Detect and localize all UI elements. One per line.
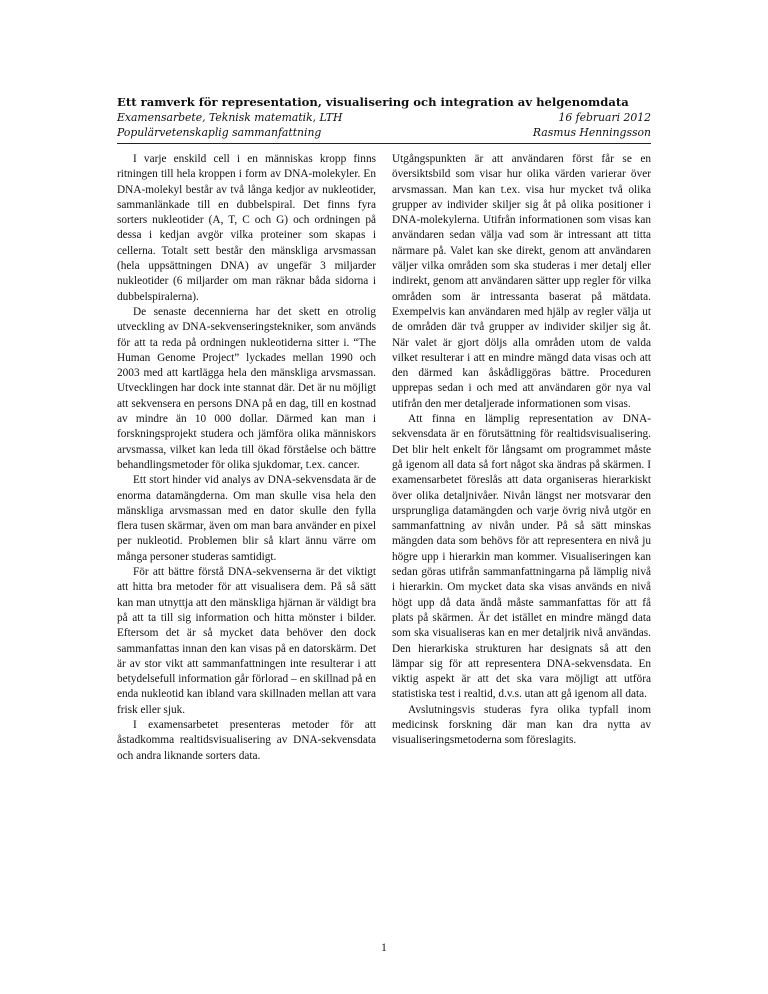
author-name: Rasmus Henningsson: [532, 126, 651, 139]
paragraph: Ett stort hinder vid analys av DNA-sekvensdata är de enorma datamängderna. Om man skulle visa hela den mänskliga arvsmassan med en dator skulle den fylla flera tusen skärmar, även om man bara använder en pixel per nukleotid. Problemen blir så klart ännu värre om många personer studeras samtidigt.: [117, 474, 376, 563]
paragraph: Avslutningsvis studeras fyra olika typfall inom medicinsk forskning där man kan dra nytta av visualiseringsmetoderna som föreslagits.: [392, 703, 651, 747]
document-type: Populärvetenskaplig sammanfattning: [117, 126, 322, 139]
paragraph: I examensarbetet presenteras metoder för att åstadkomma realtidsvisualisering av DNA-sekvensdata och andra liknande sorters data.: [117, 718, 376, 762]
header-meta-line-1: [117, 110, 651, 125]
right-column: [392, 152, 651, 764]
header-meta-line-2: [117, 125, 651, 140]
header-divider: [117, 143, 651, 144]
page-header: [117, 95, 651, 144]
left-column: [117, 152, 376, 764]
body-columns: [117, 152, 651, 764]
thesis-info: Examensarbete, Teknisk matematik, LTH: [117, 111, 343, 124]
document-title: Ett ramverk för representation, visualisering och integration av helgenomdata: [117, 95, 629, 109]
document-date: 16 februari 2012: [558, 111, 651, 124]
paragraph: Utgångspunkten är att användaren först får se en översiktsbild som visar hur olika värden varierar över arvsmassan. Man kan t.ex. visa hur mycket två olika grupper av individer skiljer sig åt på olika positioner i DNA-molekylerna. Utifrån informationen som visas kan användaren sedan välja vad som är intressant att titta närmare på. Valet kan ske direkt, genom att användaren väljer vilka områden som ska studeras i mer detalj eller indirekt, genom att användaren sätter upp regler för vilka områden som är intressanta baserat på mätdata. Exempelvis kan användaren med hjälp av regler välja ut de områden där två grupper av individer skiljer sig åt. När valet är gjort döljs alla områden utom de valda vilket resulterar i att en mindre mängd data visas och att den därmed kan åskådliggöras bättre. Proceduren upprepas sedan i och med att användaren gör nya val utifrån den mer detaljerade informationen som visas.: [392, 153, 651, 410]
paragraph: För att bättre förstå DNA-sekvenserna är det viktigt att hitta bra metoder för att visualisera dem. På så sätt kan man utnyttja att den mänskliga hjärnan är väldigt bra på att ta till sig information och hitta mönster i bilder. Eftersom det är så mycket data behöver den dock sammanfattas innan den kan visas på en datorskärm. Det är av stor vikt att sammanfattningen inte resulterar i att betydelsefull information går förlorad – en skillnad på en enda nukleotid kan ibland vara skillnaden mellan att vara frisk eller sjuk.: [117, 566, 376, 716]
paragraph: Att finna en lämplig representation av DNA-sekvensdata är en förutsättning för realtidsvisualisering. Det blir helt enkelt för långsamt om programmet måste gå igenom all data så fort något ska ändras på skärmen. I examensarbetet föreslås att data organiseras hierarkiskt över olika detaljnivåer. Nivån längst ner motsvarar den ursprungliga datamängden och varje övrig nivå utgör en sammanfattning av nivån under. På så sätt minskas mängden data som behövs för att representera en nivå ju högre upp i hierarkin man kommer. Visualiseringen kan sedan göras utifrån sammanfattningarna på lämplig nivå i hierarkin. Om mycket data ska visas används en nivå högt upp då data ändå måste sammanfattas för att få plats på skärmen. Är det istället en mindre mängd data som ska visualiseras kan en mer detaljrik nivå användas. Den hierarkiska strukturen har designats så att den lämpar sig för att representera DNA-sekvensdata. En viktig aspekt är att det ska vara möjligt att utföra statistiska test i realtid, d.v.s. utan att gå igenom all data.: [392, 413, 651, 701]
page-number: 1: [381, 942, 387, 954]
paragraph: De senaste decennierna har det skett en otrolig utveckling av DNA-sekvenseringstekniker, som används för att ta reda på ordningen nukleotiderna sitter i. “The Human Genome Project” lyckades mellan 1990 och 2003 med att kartlägga hela den mänskliga arvsmassan. Utvecklingen har dock inte stannat där. Det är nu möjligt att sekvensera en persons DNA på en dag, till en kostnad av mindre än 10 000 dollar. Därmed kan man i forskningsprojekt studera och jämföra olika människors arvsmassa, vilket kan leda till ökad förståelse och bättre behandlingsmetoder för olika sjukdomar, t.ex. cancer.: [117, 305, 376, 471]
paragraph: I varje enskild cell i en människas kropp finns ritningen till hela kroppen i form av DNA-molekyler. En DNA-molekyl består av två långa kedjor av nukleotider, sammanlänkade till en dubbelspiral. Det finns fyra sorters nukleotider (A, T, C och G) och ordningen på dessa i kedjan avgör vilka proteiner som skapas i cellerna. Totalt sett består den mänskliga arvsmassan (hela uppsättningen DNA) av ungefär 3 miljarder nukleotider (6 miljarder om man räknar båda sidorna i dubbelspiralerna).: [117, 153, 376, 303]
